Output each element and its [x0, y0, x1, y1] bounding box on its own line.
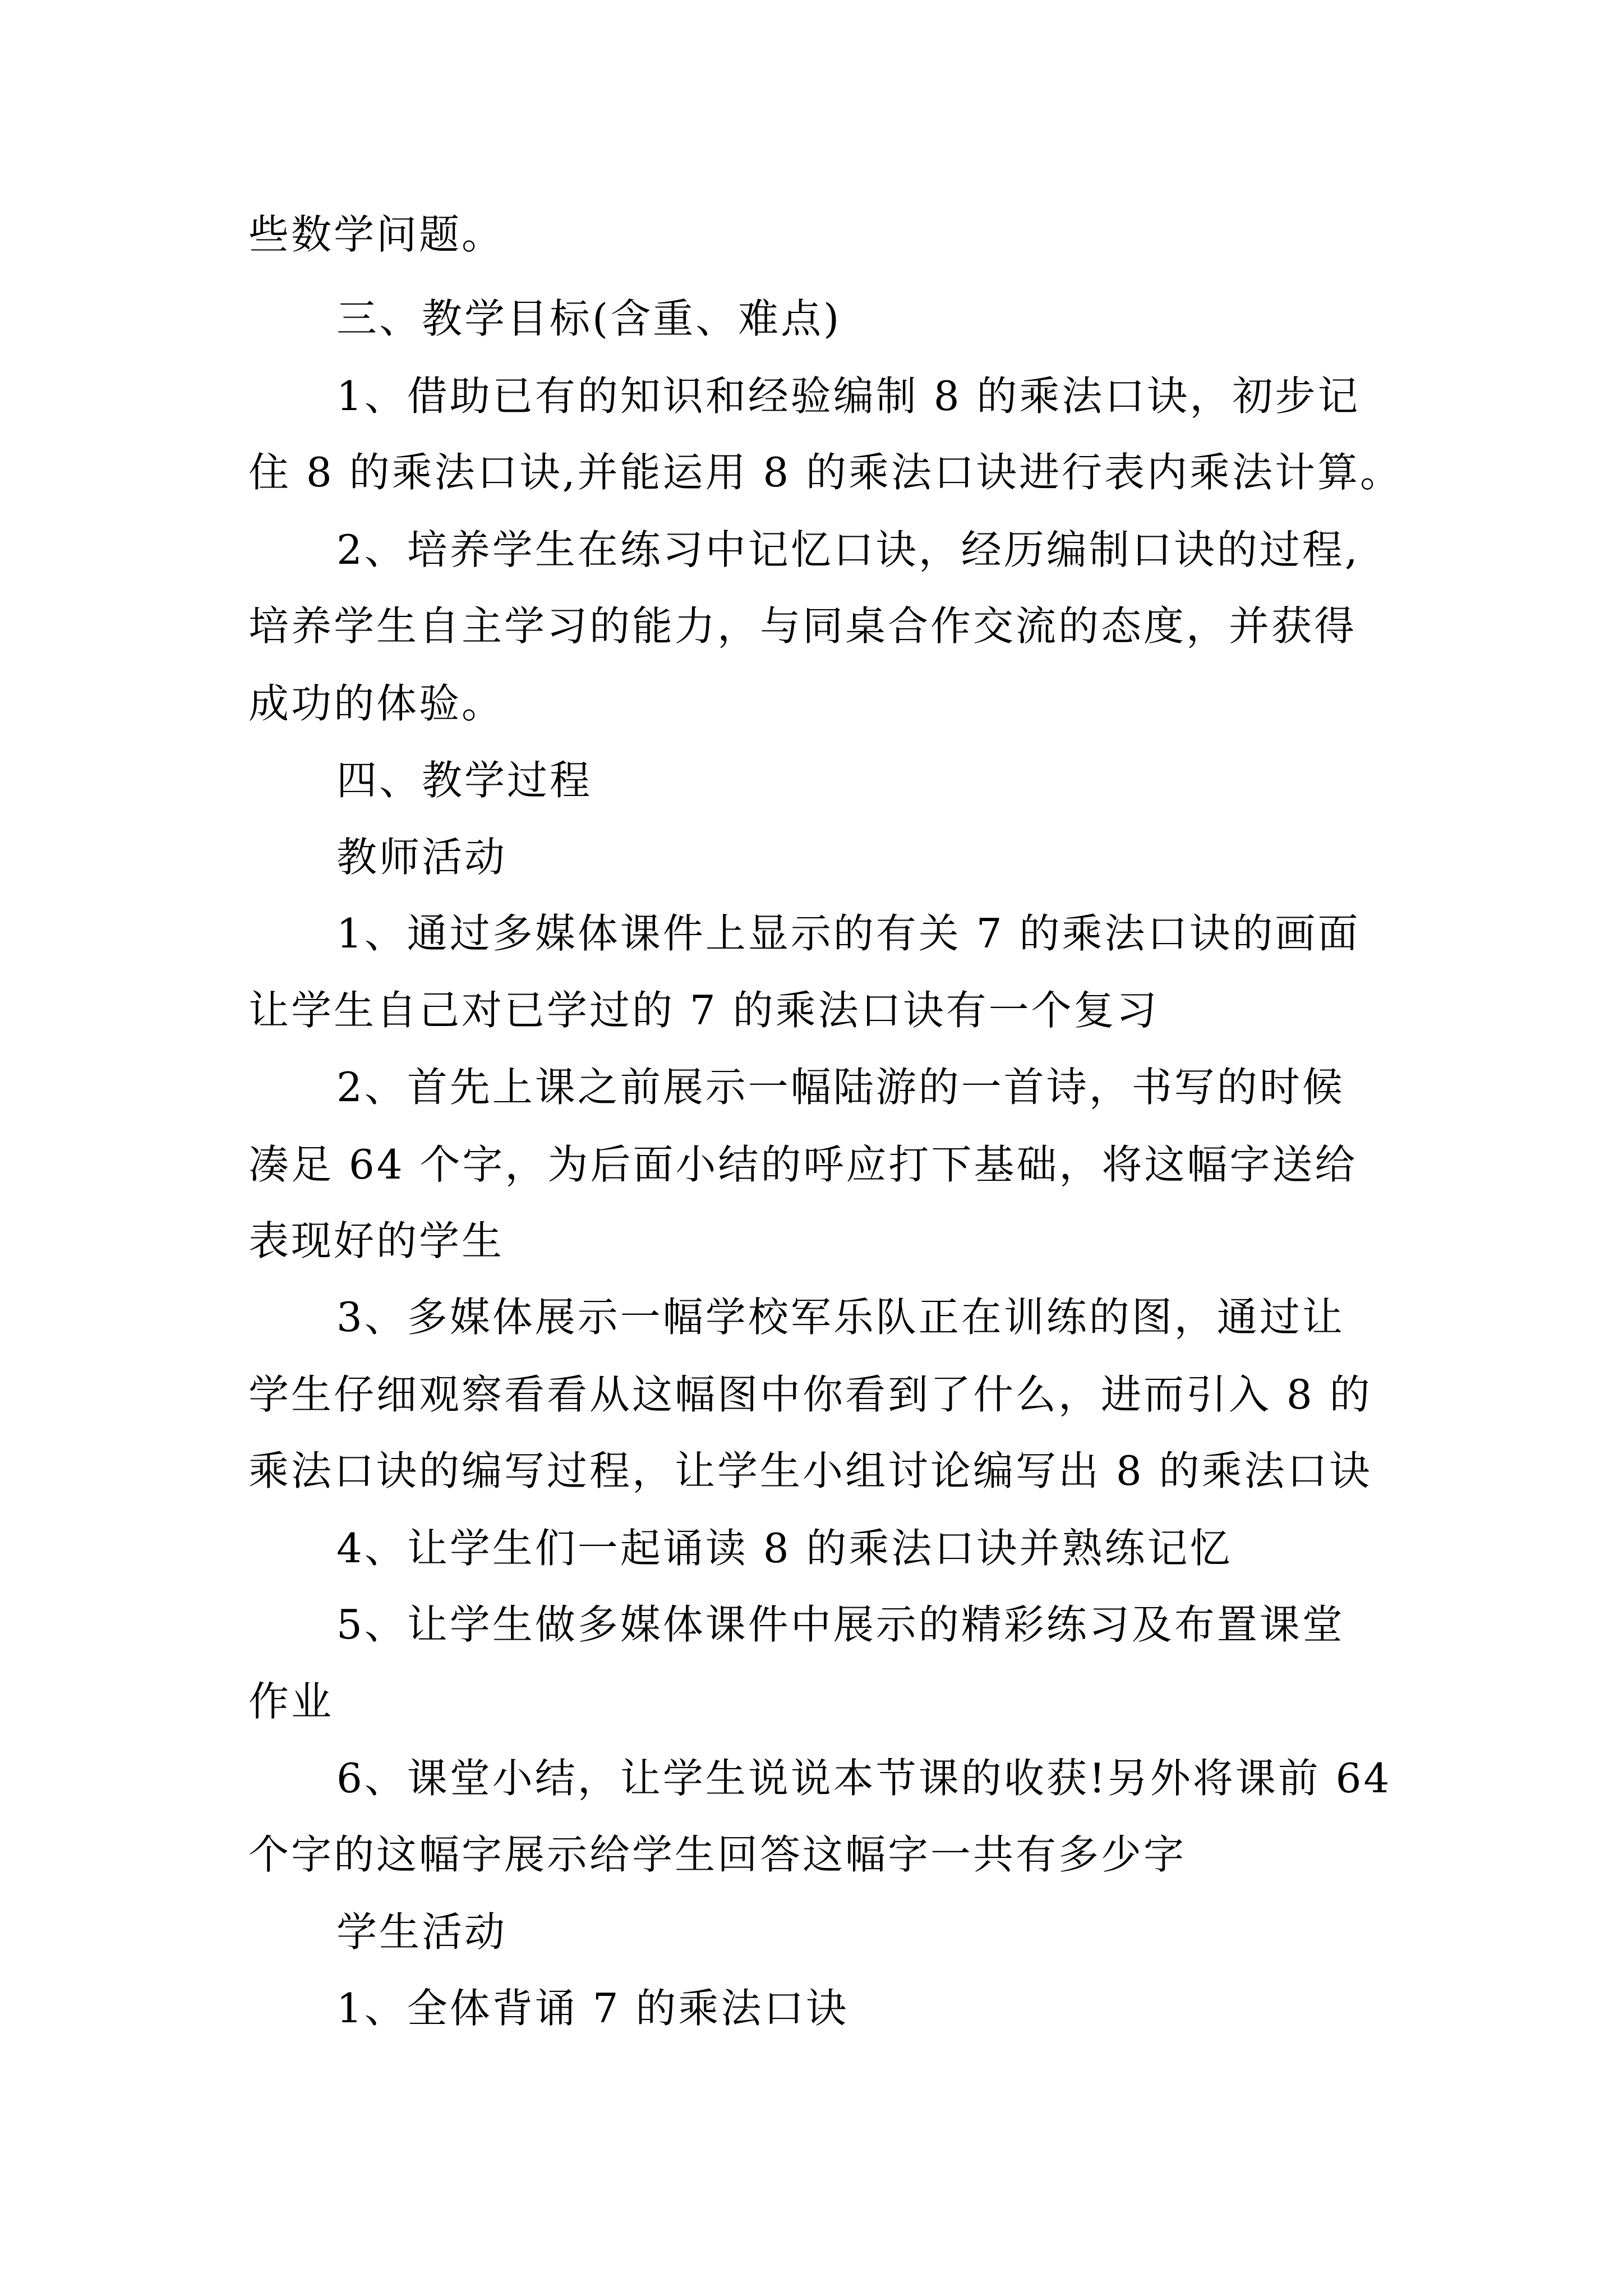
text-line: 1、借助已有的知识和经验编制 8 的乘法口诀，初步记: [336, 372, 1361, 420]
text-line: 2、培养学生在练习中记忆口诀，经历编制口诀的过程,: [336, 526, 1360, 573]
text-line: 学生仔细观察看看从这幅图中你看到了什么，进而引入 8 的: [248, 1371, 1372, 1418]
text-line: 作业: [248, 1678, 334, 1725]
text-line: 住 8 的乘法口诀,并能运用 8 的乘法口诀进行表内乘法计算。: [248, 449, 1403, 496]
text-line: 表现好的学生: [248, 1217, 505, 1264]
subsection-heading: 学生活动: [336, 1908, 508, 1955]
text-line: 4、让学生们一起诵读 8 的乘法口诀并熟练记忆: [336, 1525, 1233, 1572]
text-line: 让学生自己对已学过的 7 的乘法口诀有一个复习: [248, 987, 1159, 1034]
text-line: 成功的体验。: [248, 680, 505, 727]
text-line: 些数学问题。: [248, 211, 505, 258]
section-heading: 三、教学目标(含重、难点): [336, 295, 842, 342]
text-line: 2、首先上课之前展示一幅陆游的一首诗，书写的时候: [336, 1064, 1345, 1111]
section-heading: 四、教学过程: [336, 757, 593, 804]
subsection-heading: 教师活动: [336, 834, 508, 881]
text-line: 凑足 64 个字，为后面小结的呼应打下基础，将这幅字送给: [248, 1141, 1358, 1188]
text-line: 乘法口诀的编写过程，让学生小组讨论编写出 8 的乘法口诀: [248, 1447, 1372, 1494]
text-line: 培养学生自主学习的能力，与同桌合作交流的态度，并获得: [248, 602, 1357, 650]
text-line: 3、多媒体展示一幅学校军乐队正在训练的图，通过让: [336, 1294, 1345, 1341]
text-line: 个字的这幅字展示给学生回答这幅字一共有多少字: [248, 1831, 1187, 1878]
text-line: 1、全体背诵 7 的乘法口诀: [336, 1985, 849, 2032]
text-line: 5、让学生做多媒体课件中展示的精彩练习及布置课堂: [336, 1601, 1345, 1648]
text-line: 6、课堂小结，让学生说说本节课的收获!另外将课前 64: [336, 1755, 1392, 1802]
text-line: 1、通过多媒体课件上显示的有关 7 的乘法口诀的画面: [336, 910, 1361, 957]
